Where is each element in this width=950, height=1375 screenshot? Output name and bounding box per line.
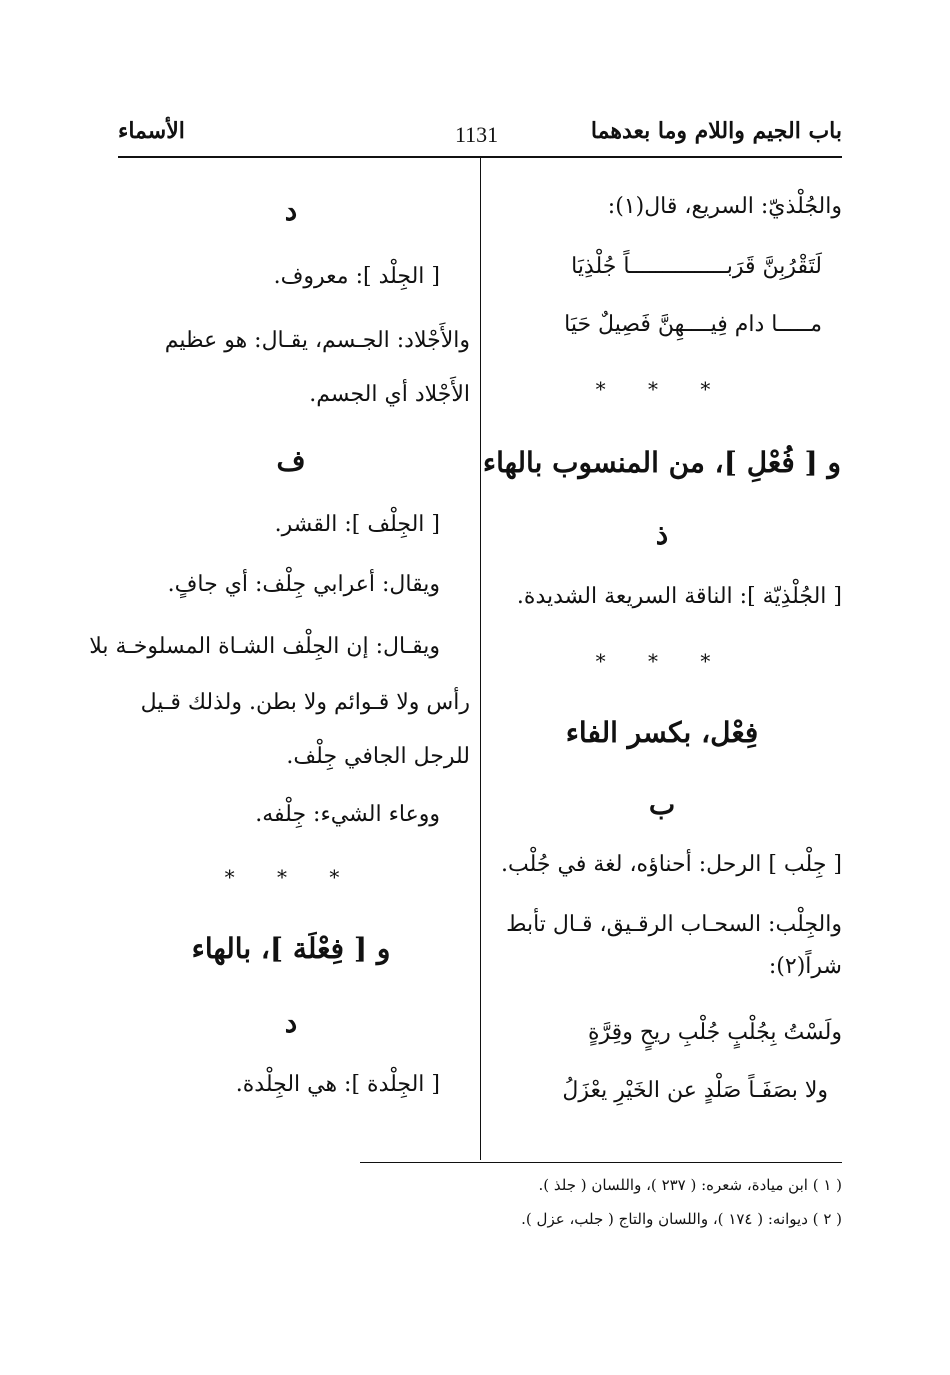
entry-jilf-vessel: ووعاء الشيء: جِلْفه. xyxy=(255,802,440,827)
verse-line: مـــــا دام فِيــــهِنَّ فَصِيلٌ حَيَا xyxy=(564,312,822,337)
entry-juldhiyya: [ الجُلْذِيّة ]: الناقة السريعة الشديدة. xyxy=(516,584,842,609)
left-column xyxy=(89,0,470,1160)
entry-jilb-cloud: والجِلْب: السحـاب الرقـيق، قـال تأبط xyxy=(506,912,842,937)
letter-heading: ب xyxy=(648,788,676,821)
entry-ajlad-cont: الأَجْلاد أي الجسم. xyxy=(309,382,470,407)
section-heading: و [ فِعْلَة ]، بالهاء xyxy=(191,932,391,965)
letter-heading: د xyxy=(284,194,298,227)
entry-jilf: [ الجِلْف ]: القشر. xyxy=(274,512,440,537)
right-column xyxy=(482,0,842,1160)
section-heading: و [ فُعْلِ ]، من المنسوب بالهاء xyxy=(482,446,842,479)
footnote-2: ( ٢ ) ديوانه: ( ١٧٤ )، واللسان والتاج ( جلب، عزل ). xyxy=(521,1210,842,1228)
section-separator: * * * xyxy=(595,649,729,673)
letter-heading: ذ xyxy=(655,518,669,551)
entry-jilda: [ الجِلْدة ]: هي الجِلْدة. xyxy=(235,1072,440,1097)
footnote-rule xyxy=(360,1162,842,1163)
entry-jilf-arabi: ويقال: أعرابي جِلْف: أي جافٍ. xyxy=(167,572,440,597)
entry-jilf-sheep-cont: للرجل الجافي جِلْف. xyxy=(286,744,470,769)
entry-jilf-sheep-cont: رأس ولا قـوائم ولا بطن. ولذلك قـيل xyxy=(140,690,470,715)
running-header-title: باب الجيم واللام وما بعدهما xyxy=(590,118,842,144)
section-separator: * * * xyxy=(595,377,729,401)
footnote-1: ( ١ ) ابن ميادة، شعره: ( ٢٣٧ )، واللسان ( جلذ ). xyxy=(538,1176,842,1194)
entry-ajlad: والأَجْلاد: الجـسم، يقـال: هو عظيم xyxy=(164,328,470,353)
verse-line: لَتَقْرُبِنَّ قَرَبـــــــــــــــاً جُلْذِيَا xyxy=(571,254,822,279)
entry-jild: [ الجِلْد ]: معروف. xyxy=(273,264,440,289)
verse-line: ولا بصَفَـاً صَلْدٍ عن الخَيْرِ يعْزَلُ xyxy=(562,1078,828,1103)
section-heading: فِعْل، بكسر الفاء xyxy=(565,716,759,749)
entry-jilb: [ جِلْب ] الرحل: أحناؤه، لغة في جُلْب. xyxy=(501,852,842,877)
section-separator: * * * xyxy=(224,865,358,889)
page-number: 1131 xyxy=(455,122,499,147)
letter-heading: د xyxy=(284,1006,298,1039)
entry-juldhi: والجُلْذيّ: السريع، قال(١): xyxy=(607,194,842,219)
verse-line: ولَسْتُ بِجُلْبٍ جُلْبِ ريحٍ وقِرَّةٍ xyxy=(588,1020,842,1045)
entry-jilb-cloud-cont: شراً(٢): xyxy=(768,954,842,979)
running-header-section: الأسماء xyxy=(118,118,185,144)
letter-heading: ف xyxy=(276,444,306,477)
column-divider xyxy=(480,158,481,1160)
entry-jilf-sheep: ويقـال: إن الجِلْف الشـاة المسلوخـة بلا xyxy=(89,634,440,659)
